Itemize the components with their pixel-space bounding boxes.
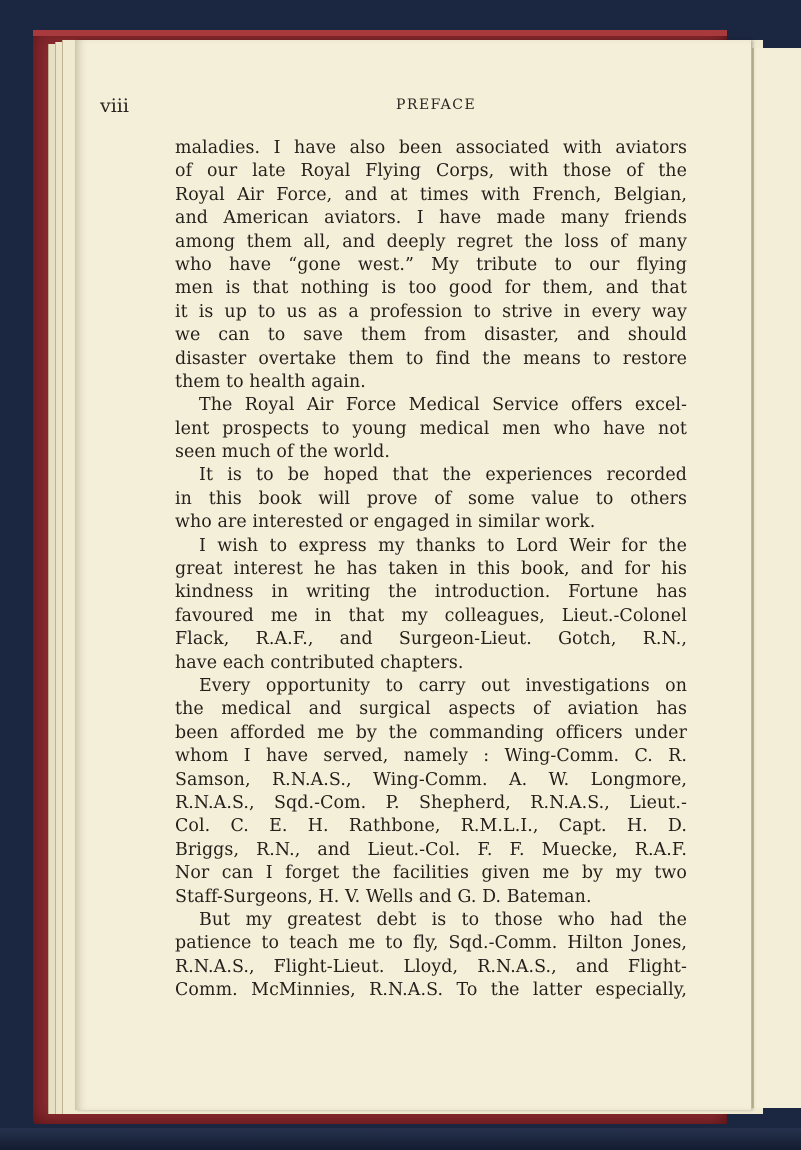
text-line: disaster overtake them to find the means to restore [175, 348, 687, 369]
text-line: Royal Air Force, and at times with French, Belgian, [175, 184, 687, 205]
text-line: maladies. I have also been associated with aviators [175, 138, 687, 158]
book-cover-edge [33, 30, 727, 36]
text-line: I wish to express my thanks to Lord Weir for the [199, 535, 687, 556]
running-title: PREFACE [396, 97, 477, 113]
scan-backdrop [0, 1128, 801, 1150]
text-line: Comm. McMinnies, R.N.A.S. To the latter especially, [175, 980, 687, 1001]
text-line: Every opportunity to carry out investigations on [199, 675, 687, 696]
text-line: it is up to us as a profession to strive in every way [175, 301, 687, 322]
text-line: Briggs, R.N., and Lieut.-Col. F. F. Muecke, R.A.F. [175, 839, 687, 860]
preface-body-text [175, 137, 687, 1002]
facing-page-edge [752, 48, 801, 1108]
text-line: great interest he has taken in this book, and for his [175, 559, 687, 580]
text-line: patience to teach me to fly, Sqd.-Comm. Hilton Jones, [175, 933, 687, 954]
text-line: have each contributed chapters. [175, 652, 464, 673]
text-line: men is that nothing is too good for them, and that [175, 278, 687, 299]
running-head [100, 95, 660, 121]
text-line: The Royal Air Force Medical Service offers excel- [199, 395, 687, 416]
page-number: viii [100, 95, 129, 117]
text-line: whom I have served, namely : Wing-Comm. C. R. [175, 746, 687, 767]
text-line: Staff-Surgeons, H. V. Wells and G. D. Bateman. [175, 886, 592, 907]
text-line: in this book will prove of some value to others [175, 488, 687, 509]
text-line: Nor can I forget the facilities given me by my two [175, 863, 687, 884]
text-line: R.N.A.S., Flight-Lieut. Lloyd, R.N.A.S., and Flight- [175, 956, 687, 977]
text-line: among them all, and deeply regret the loss of many [175, 231, 687, 252]
text-line: Flack, R.A.F., and Surgeon-Lieut. Gotch, R.N., [175, 629, 687, 650]
text-line: who have “gone west.” My tribute to our flying [175, 254, 687, 275]
text-line: It is to be hoped that the experiences recorded [199, 465, 687, 486]
text-line: But my greatest debt is to those who had the [199, 909, 687, 930]
text-line: who are interested or engaged in similar work. [175, 512, 596, 533]
text-line: and American aviators. I have made many friends [175, 208, 687, 229]
text-line: Col. C. E. H. Rathbone, R.M.L.I., Capt. H. D. [175, 816, 687, 837]
text-line: R.N.A.S., Sqd.-Com. P. Shepherd, R.N.A.S., Lieut.- [175, 792, 687, 813]
text-line: we can to save them from disaster, and should [175, 325, 687, 346]
text-line: seen much of the world. [175, 442, 391, 463]
text-line: been afforded me by the commanding officers under [175, 722, 687, 743]
text-line: lent prospects to young medical men who have not [175, 418, 687, 439]
text-line: favoured me in that my colleagues, Lieut.-Colonel [175, 605, 687, 626]
text-line: of our late Royal Flying Corps, with those of the [175, 161, 687, 182]
text-line: the medical and surgical aspects of aviation has [175, 699, 687, 720]
text-line: them to health again. [175, 371, 366, 392]
text-line: Samson, R.N.A.S., Wing-Comm. A. W. Longmore, [175, 769, 687, 790]
text-line: kindness in writing the introduction. Fortune has [175, 582, 687, 603]
